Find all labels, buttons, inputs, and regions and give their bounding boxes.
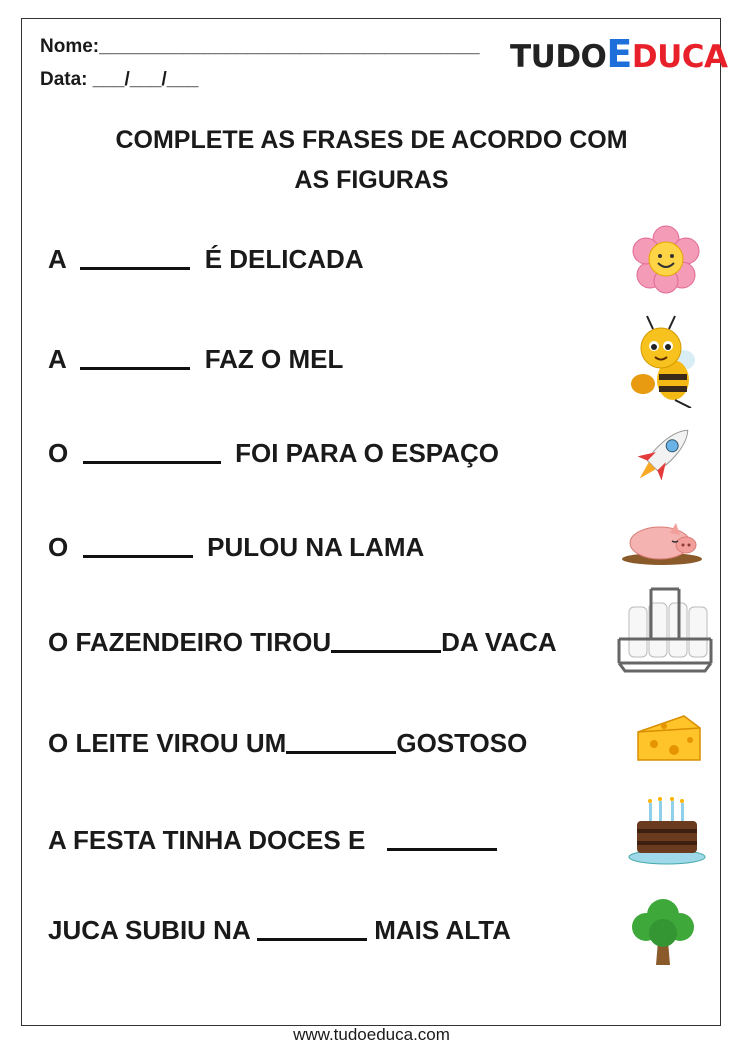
milk-bottles-icon <box>615 583 715 673</box>
answer-blank[interactable] <box>257 914 367 941</box>
answer-blank[interactable] <box>83 437 221 464</box>
logo-part-1: TUDO <box>510 39 607 75</box>
answer-blank[interactable] <box>83 531 193 558</box>
logo <box>510 32 728 76</box>
sentence-3: O FOI PARA O ESPAÇO <box>48 438 499 468</box>
cheese-icon <box>634 712 702 764</box>
pig-icon <box>620 513 704 565</box>
tree-icon <box>628 893 698 967</box>
sentence-8: JUCA SUBIU NA MAIS ALTA <box>48 915 511 945</box>
sentence-1: A É DELICADA <box>48 244 364 274</box>
title-line-1: COMPLETE AS FRASES DE ACORDO COM <box>115 126 628 154</box>
sentence-5: O FAZENDEIRO TIROU DA VACA <box>48 627 557 657</box>
rocket-icon <box>626 418 700 492</box>
cake-icon <box>627 797 707 865</box>
sentence-2: A FAZ O MEL <box>48 344 344 374</box>
answer-blank[interactable] <box>286 727 396 754</box>
flower-icon <box>630 225 702 295</box>
sentence-6: O LEITE VIROU UM GOSTOSO <box>48 728 528 758</box>
answer-blank[interactable] <box>80 343 190 370</box>
footer-url[interactable]: www.tudoeduca.com <box>293 1025 450 1044</box>
date-field[interactable]: Data: ___/___/___ <box>40 69 199 90</box>
answer-blank[interactable] <box>331 626 441 653</box>
name-field[interactable]: Nome:____________________________________ <box>40 36 480 57</box>
answer-blank[interactable] <box>80 243 190 270</box>
logo-part-3: DUCA <box>631 39 728 75</box>
sentence-7: A FESTA TINHA DOCES E <box>48 824 497 856</box>
logo-part-2: E <box>606 32 632 76</box>
answer-blank[interactable] <box>387 824 497 851</box>
bee-icon <box>625 312 701 408</box>
title-line-2: AS FIGURAS <box>294 166 449 194</box>
sentence-4: O PULOU NA LAMA <box>48 532 425 562</box>
